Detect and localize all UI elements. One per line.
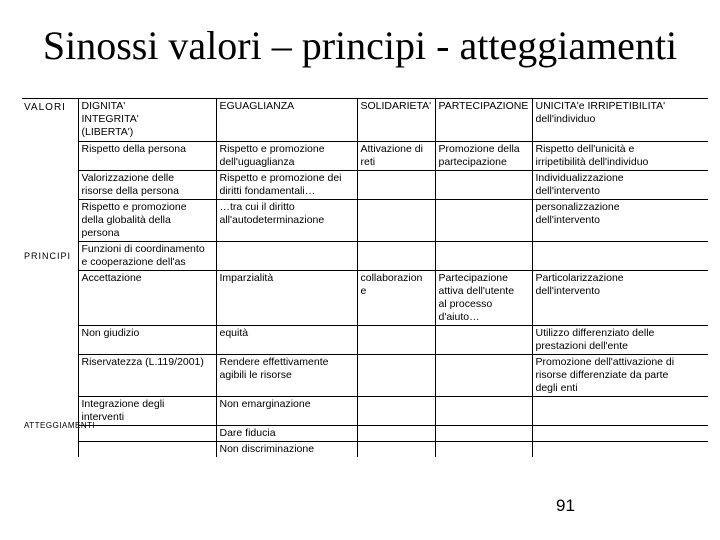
table-cell [78,271,216,326]
slide-title: Sinossi valori – principi - atteggiamenti [42,23,678,68]
table-cell [357,397,435,426]
table-cell [357,355,435,397]
table-cell [357,171,435,200]
header-cell [78,99,216,142]
table-row [22,355,708,397]
table-cell [216,271,357,326]
cell-text: Promozione dell'attivazione di risorse differenziate da parte degli enti [535,356,675,394]
table-cell [435,271,532,326]
header-cell [357,99,435,142]
table-cell [357,271,435,326]
cell-text: Rendere effettivamente agibili le risorse [219,356,329,381]
table-cell [532,200,708,242]
cell-text: Rispetto e promozione della globalità della persona [81,201,187,239]
table-cell [216,355,357,397]
table-cell [216,426,357,442]
table-cell [357,326,435,355]
cell-text: Rispetto e promozione dei diritti fondamentali… [219,172,342,197]
table-row [22,326,708,355]
table-cell [435,355,532,397]
side-label-cell [22,355,78,397]
header-partecipazione: PARTECIPAZIONE [438,100,529,112]
cell-text: Riservatezza (L.119/2001) [81,356,204,368]
cell-text: Partecipazione attiva dell'utente al processo d'aiuto… [438,272,515,323]
page-number: 91 [556,496,575,515]
table-row [22,397,708,426]
side-label-cell [22,326,78,355]
table-cell [532,426,708,442]
cell-text: …tra cui il diritto all'autodeterminazione [219,201,325,226]
synopsis-table-container [22,98,708,455]
table-cell [78,326,216,355]
table-row [22,242,708,271]
header-solidarieta: SOLIDARIETA' [360,100,432,112]
table-row [22,426,708,442]
side-label-cell [22,426,78,442]
table-cell [78,442,216,458]
synopsis-table [22,98,708,457]
table-cell [532,355,708,397]
table-cell [532,326,708,355]
cell-text: equità [219,327,249,339]
table-row [22,271,708,326]
table-cell [216,142,357,171]
cell-text: Rispetto e promozione dell'uguaglianza [219,143,325,168]
table-cell [435,242,532,271]
table-cell [435,397,532,426]
cell-text: Integrazione degli interventi [81,398,165,423]
table-cell [78,200,216,242]
table-row [22,200,708,242]
cell-text: Rispetto della persona [81,143,186,155]
cell-text: Non discriminazione [219,443,315,455]
table-cell [216,171,357,200]
cell-text: Utilizzo differenziato delle prestazioni dell'ente [535,327,655,352]
table-cell [357,142,435,171]
cell-text: Imparzialità [219,272,274,284]
side-label-cell [22,397,96,430]
table-cell [357,442,435,458]
side-label-cell [22,442,78,458]
table-cell [532,397,708,426]
cell-text: Non emarginazione [219,398,311,410]
header-cell [532,99,708,142]
cell-text: Particolarizzazione dell'intervento [535,272,624,297]
table-header-row [22,99,708,142]
cell-text: Rispetto dell'unicità e irripetibilità dell'individuo [535,143,649,168]
table-cell [216,442,357,458]
cell-text: Funzioni di coordinamento e cooperazione dell'as [81,243,205,268]
header-eguaglianza: EGUAGLIANZA [219,100,295,112]
table-cell [532,271,708,326]
table-cell [78,355,216,397]
table-cell [357,426,435,442]
table-cell [532,171,708,200]
table-cell [78,426,216,442]
table-cell [357,200,435,242]
side-label-valori: VALORI [24,102,66,113]
cell-text: Dare fiducia [219,427,276,439]
table-cell [435,200,532,242]
side-label-cell [22,99,78,142]
table-cell [216,326,357,355]
table-row [22,171,708,200]
cell-text: Accettazione [81,272,142,284]
table-cell [532,442,708,458]
header-cell [435,99,532,142]
table-cell [532,242,708,271]
table-cell [435,426,532,442]
table-cell [532,142,708,171]
cell-text: collaborazion e [360,272,423,297]
table-cell [78,242,216,271]
side-label-atteggiamenti: ATTEGGIAMENTI [24,420,96,430]
cell-text: Valorizzazione delle risorse della persona [81,172,179,197]
table-cell [435,326,532,355]
table-row [22,442,708,458]
header-dignita: DIGNITA' INTEGRITA' (LIBERTA') [81,100,139,138]
table-cell [435,442,532,458]
table-cell [216,200,357,242]
table-cell [435,142,532,171]
side-label-principi: PRINCIPI [24,250,72,261]
cell-text: Individualizzazione dell'intervento [535,172,624,197]
table-cell [216,397,357,426]
table-cell [78,171,216,200]
table-cell [435,171,532,200]
table-cell [78,142,216,171]
side-label-cell [22,271,78,326]
side-label-cell [22,142,78,171]
side-label-cell [22,242,78,271]
header-unicita: UNICITA'e IRRIPETIBILITA' dell'individuo [535,100,666,125]
cell-text: Attivazione di reti [360,143,423,168]
table-cell [216,242,357,271]
cell-text: Non giudizio [81,327,140,339]
side-label-cell [22,171,78,200]
table-cell [78,397,216,426]
header-cell [216,99,357,142]
table-row [22,142,708,171]
side-label-cell [22,200,78,242]
cell-text: personalizzazione dell'intervento [535,201,620,226]
table-cell [357,242,435,271]
cell-text: Promozione della partecipazione [438,143,520,168]
